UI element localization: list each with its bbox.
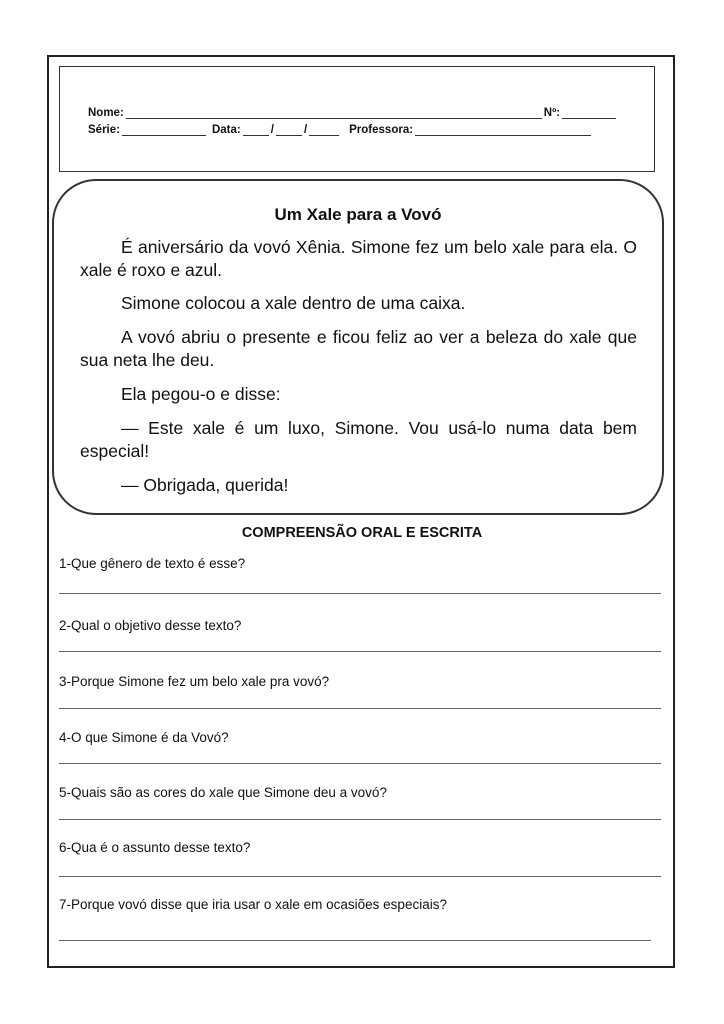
professora-field[interactable] xyxy=(415,124,591,136)
professora-label: Professora: xyxy=(349,124,414,136)
story-paragraph: Simone colocou a xale dentro de uma caixa. xyxy=(121,293,466,313)
question: 1-Que gênero de texto é esse? xyxy=(59,556,246,571)
student-info-box xyxy=(59,66,655,172)
data-separator: / xyxy=(270,124,274,136)
data-month-field[interactable] xyxy=(276,124,302,136)
serie-field[interactable] xyxy=(122,124,206,136)
data-day-field[interactable] xyxy=(243,124,269,136)
answer-line[interactable] xyxy=(59,763,661,764)
nome-label: Nome: xyxy=(88,107,124,119)
section-title: COMPREENSÃO ORAL E ESCRITA xyxy=(241,525,483,541)
question: 4-O que Simone é da Vovó? xyxy=(59,730,229,745)
answer-line[interactable] xyxy=(59,593,661,594)
story-paragraph: — Este xale é um luxo, Simone. Vou usá-lo numa data bem especial! xyxy=(80,418,637,461)
nome-field[interactable] xyxy=(126,107,542,119)
question: 2-Qual o objetivo desse texto? xyxy=(59,618,242,633)
data-year-field[interactable] xyxy=(309,124,339,136)
data-label: Data: xyxy=(211,124,241,136)
story-title: Um Xale para a Vovó xyxy=(274,205,442,224)
numero-field[interactable] xyxy=(562,107,616,119)
name-row xyxy=(88,107,618,119)
question: 3-Porque Simone fez um belo xale pra vovó? xyxy=(59,674,330,689)
question: 7-Porque vovó disse que iria usar o xale em ocasiões especiais? xyxy=(59,897,447,912)
answer-line[interactable] xyxy=(59,708,661,709)
story-paragraph: Ela pegou-o e disse: xyxy=(121,384,281,404)
serie-label: Série: xyxy=(88,124,120,136)
story-box xyxy=(52,179,664,515)
answer-line[interactable] xyxy=(59,651,661,652)
story-paragraph: — Obrigada, querida! xyxy=(121,475,289,495)
data-separator: / xyxy=(303,124,308,136)
answer-line[interactable] xyxy=(59,819,661,820)
class-row xyxy=(88,124,593,136)
question: 6-Qua é o assunto desse texto? xyxy=(59,840,251,855)
numero-label: Nº: xyxy=(543,107,561,119)
question: 5-Quais são as cores do xale que Simone deu a vovó? xyxy=(59,785,387,800)
story-paragraph: É aniversário da vovó Xênia. Simone fez um belo xale para ela. O xale é roxo e azul. xyxy=(80,237,637,280)
answer-line[interactable] xyxy=(59,940,651,941)
answer-line[interactable] xyxy=(59,876,661,877)
story-paragraph: A vovó abriu o presente e ficou feliz ao ver a beleza do xale que sua neta lhe deu. xyxy=(80,327,637,370)
